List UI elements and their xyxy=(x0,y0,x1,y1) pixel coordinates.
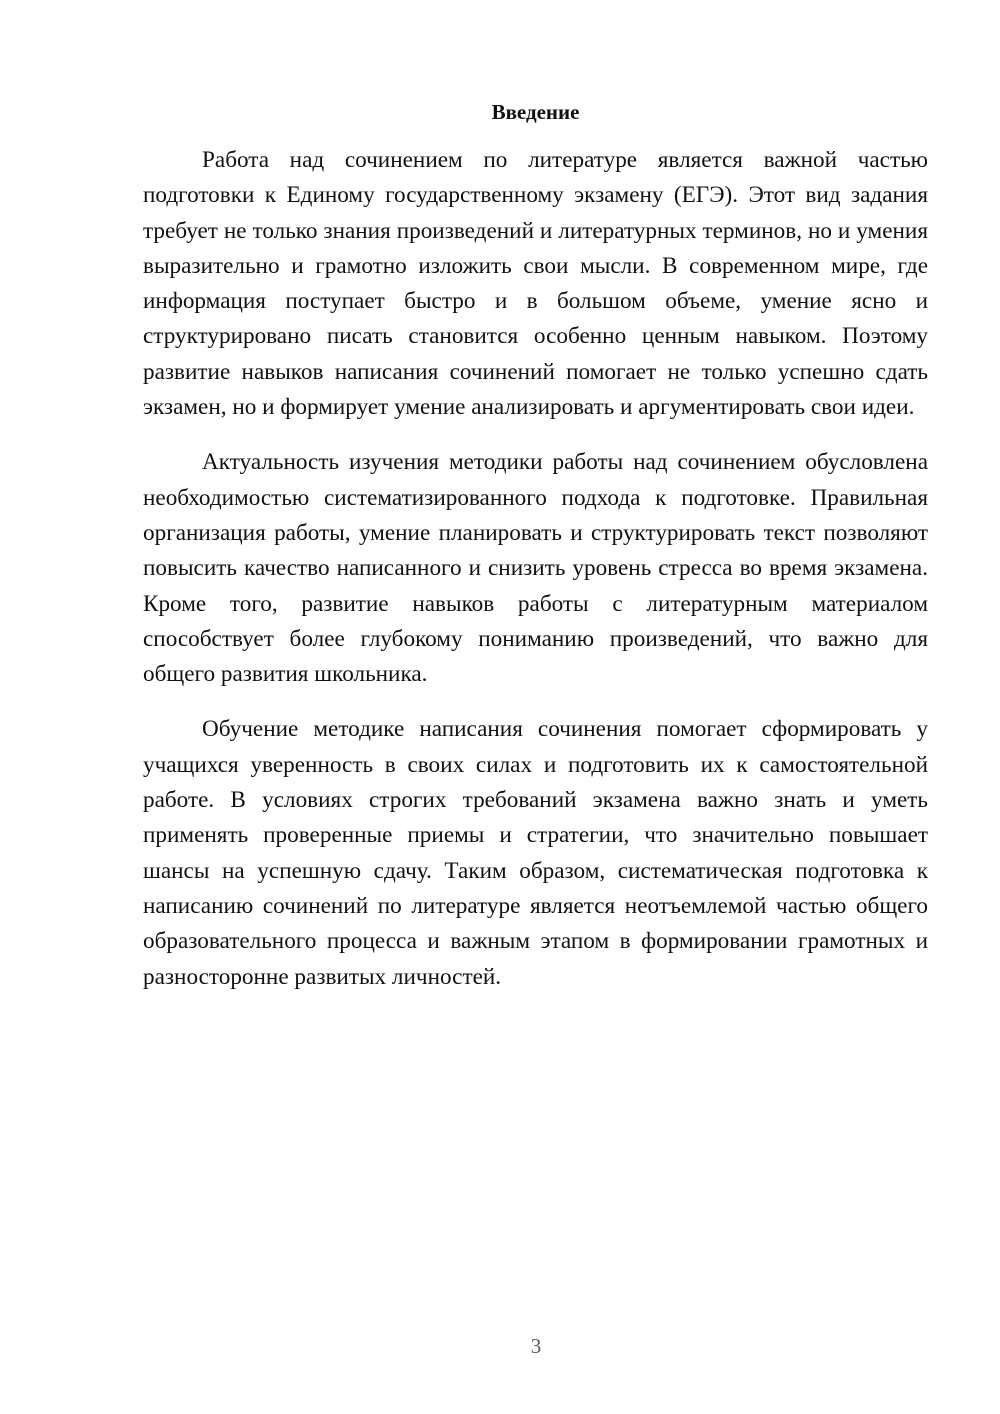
body-text xyxy=(143,143,928,1015)
paragraph-3: Обучение методике написания сочинения помогает сформировать у учащихся уверенность в своих силах и подготовить их к самостоятельной работе. В условиях строгих требований экзамена важно знать и уметь применять проверенные приемы и стратегии, что значительно повышает шансы на успешную сдачу. Таким образом, систематическая подготовка к написанию сочинений по литературе является неотъемлемой частью общего образовательного процесса и важным этапом в формировании грамотных и разносторонне развитых личностей. xyxy=(143,716,928,990)
paragraph-1: Работа над сочинением по литературе является важной частью подготовки к Единому государственному экзамену (ЕГЭ). Этот вид задания требует не только знания произведений и литературных терминов, но и умения выразительно и грамотно изложить свои мысли. В современном мире, где информация поступает быстро и в большом объеме, умение ясно и структурировано писать становится особенно ценным навыком. Поэтому развитие навыков написания сочинений помогает не только успешно сдать экзамен, но и формирует умение анализировать и аргументировать свои идеи. xyxy=(143,147,928,421)
paragraph-2: Актуальность изучения методики работы над сочинением обусловлена необходимостью систематизированного подхода к подготовке. Правильная организация работы, умение планировать и структурировать текст позволяют повысить качество написанного и снизить уровень стресса во время экзамена. Кроме того, развитие навыков работы с литературным материалом способствует более глубокому пониманию произведений, что важно для общего развития школьника. xyxy=(143,449,928,688)
page-number: 3 xyxy=(530,1334,542,1358)
section-heading: Введение xyxy=(491,100,580,124)
